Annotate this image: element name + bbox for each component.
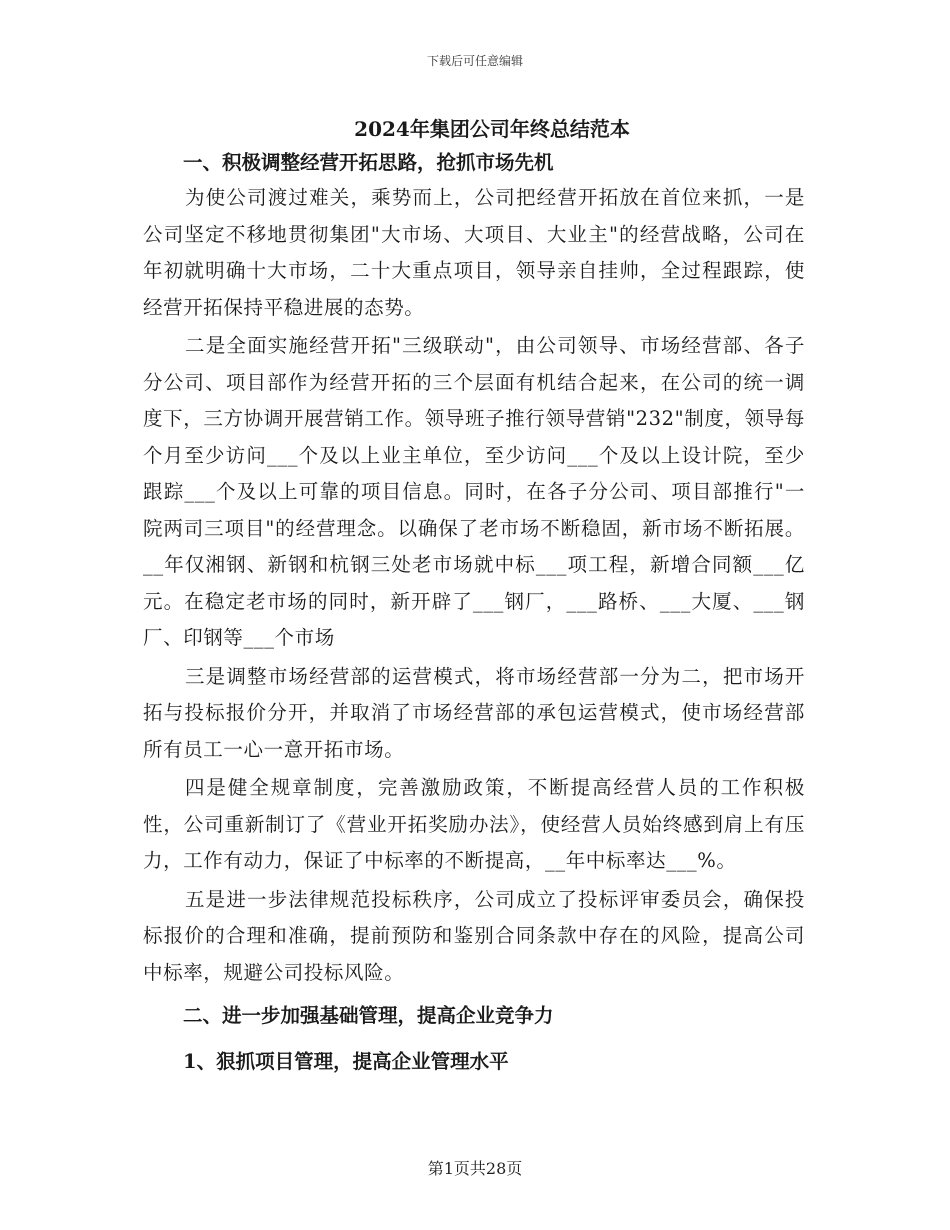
page-number: 第1页共28页	[427, 1159, 523, 1178]
subsection-heading-1: 1、狠抓项目管理，提高企业管理水平	[183, 1050, 509, 1073]
paragraph-2: 二是全面实施经营开拓"三级联动"，由公司领导、市场经营部、各子分公司、项目部作为经营开拓的三个层面有机结合起来，在公司的统一调度下，三方协调开展营销工作。领导班子推行领导营销"232"制度，领导每个月至少访问___个及以上业主单位，至少访问___个及以上设计院，至少跟踪___个及以上可靠的项目信息。同时，在各子分公司、项目部推行"一院两司三项目"的经营理念。以确保了老市场不断稳固，新市场不断拓展。__年仅湘钢、新钢和杭钢三处老市场就中标___项工程，新增合同额___亿元。在稳定老市场的同时，新开辟了___钢厂，___路桥、___大厦、___钢厂、印钢等___个市场	[143, 334, 805, 649]
paragraph-5: 五是进一步法律规范投标秩序，公司成立了投标评审委员会，确保投标报价的合理和准确，提前预防和鉴别合同条款中存在的风险，提高公司中标率，规避公司投标风险。	[143, 887, 805, 984]
section-heading-1: 一、积极调整经营开拓思路，抢抓市场先机	[183, 151, 554, 174]
document-title: 2024年集团公司年终总结范本	[354, 117, 630, 141]
paragraph-1: 为使公司渡过难关，乘势而上，公司把经营开拓放在首位来抓，一是公司坚定不移地贯彻集团"大市场、大项目、大业主"的经营战略，公司在年初就明确十大市场，二十大重点项目，领导亲自挂帅，全过程跟踪，使经营开拓保持平稳进展的态势。	[143, 186, 805, 319]
header-note: 下载后可任意编辑	[426, 54, 523, 68]
document-body	[143, 112, 805, 1079]
paragraph-3: 三是调整市场经营部的运营模式，将市场经营部一分为二，把市场开拓与投标报价分开，并取消了市场经营部的承包运营模式，使市场经营部所有员工一心一意开拓市场。	[143, 664, 805, 761]
section-heading-2: 二、进一步加强基础管理，提高企业竞争力	[183, 1004, 554, 1027]
paragraph-4: 四是健全规章制度，完善激励政策，不断提高经营人员的工作积极性，公司重新制订了《营业开拓奖励办法》，使经营人员始终感到肩上有压力，工作有动力，保证了中标率的不断提高，__年中标率达___%。	[143, 776, 805, 872]
